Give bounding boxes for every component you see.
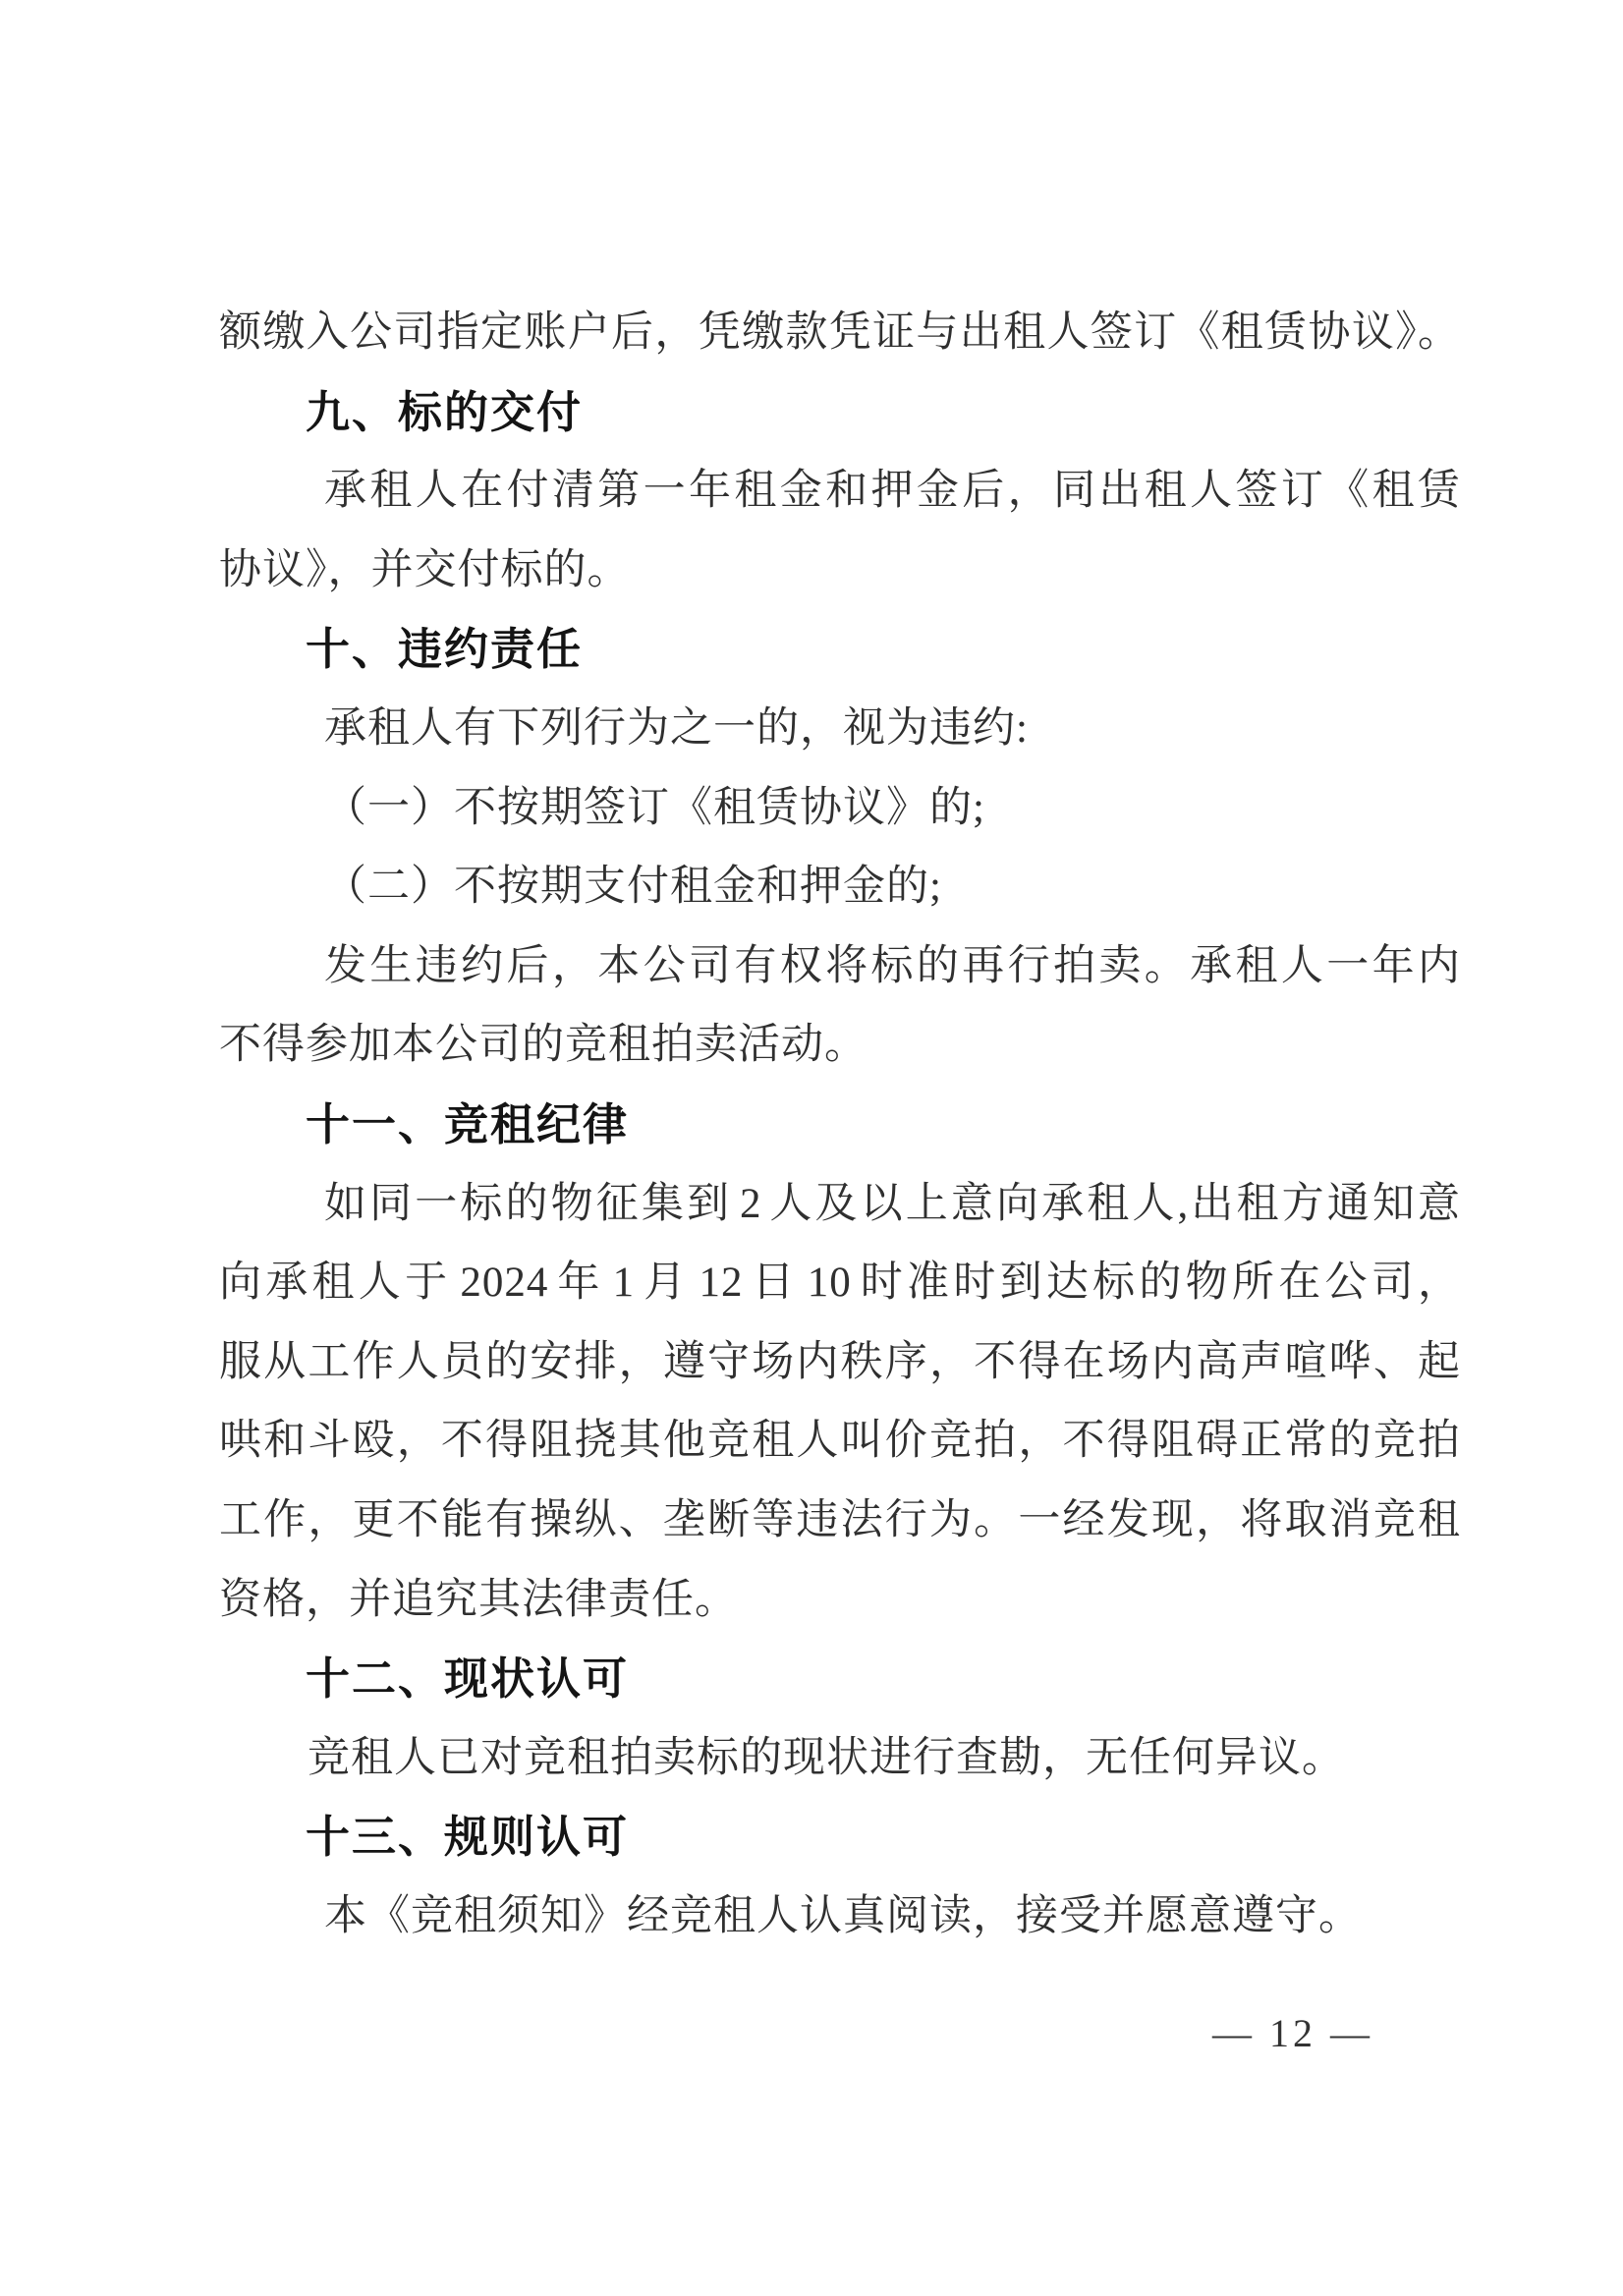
section-heading: 十一、竞租纪律 bbox=[306, 1097, 630, 1150]
paragraph-line: 承租人在付清第一年租金和押金后，同出租人签订《租赁 bbox=[324, 468, 1461, 515]
section-heading: 十二、现状认可 bbox=[306, 1652, 630, 1706]
paragraph-line: 不得参加本公司的竞租拍卖活动。 bbox=[219, 1022, 867, 1069]
page-number: — 12 — bbox=[1212, 2011, 1373, 2055]
list-item-line: （一）不按期签订《租赁协议》的; bbox=[324, 784, 985, 831]
section-heading: 九、标的交付 bbox=[306, 385, 584, 438]
paragraph-line: 发生违约后，本公司有权将标的再行拍卖。承租人一年内 bbox=[324, 942, 1461, 989]
list-item-line: （二）不按期支付租金和押金的; bbox=[324, 864, 942, 911]
paragraph-line: 协议》，并交付标的。 bbox=[219, 546, 631, 593]
paragraph-line: 工作，更不能有操纵、垄断等违法行为。一经发现，将取消竞租 bbox=[219, 1496, 1461, 1543]
paragraph-line: 服从工作人员的安排，遵守场内秩序，不得在场内高声喧哗、起 bbox=[219, 1338, 1461, 1385]
page-content bbox=[219, 294, 1461, 1956]
paragraph-line: 资格，并追究其法律责任。 bbox=[219, 1576, 738, 1623]
paragraph-line: 承租人有下列行为之一的，视为违约: bbox=[324, 704, 1029, 752]
paragraph-line: 竞租人已对竞租拍卖标的现状进行查勘，无任何异议。 bbox=[308, 1734, 1345, 1781]
paragraph-line: 额缴入公司指定账户后，凭缴款凭证与出租人签订《租赁协议》。 bbox=[219, 309, 1461, 356]
paragraph-line: 如同一标的物征集到 2 人及以上意向承租人,出租方通知意 bbox=[324, 1180, 1461, 1227]
paragraph-line: 本《竞租须知》经竞租人认真阅读，接受并愿意遵守。 bbox=[324, 1892, 1362, 1939]
section-heading: 十、违约责任 bbox=[306, 623, 584, 676]
paragraph-line: 哄和斗殴，不得阻挠其他竞租人叫价竞拍，不得阻碍正常的竞拍 bbox=[219, 1418, 1461, 1465]
paragraph-line: 向承租人于 2024 年 1 月 12 日 10 时准时到达标的物所在公司， bbox=[219, 1260, 1461, 1307]
section-heading: 十三、规则认可 bbox=[306, 1811, 630, 1864]
